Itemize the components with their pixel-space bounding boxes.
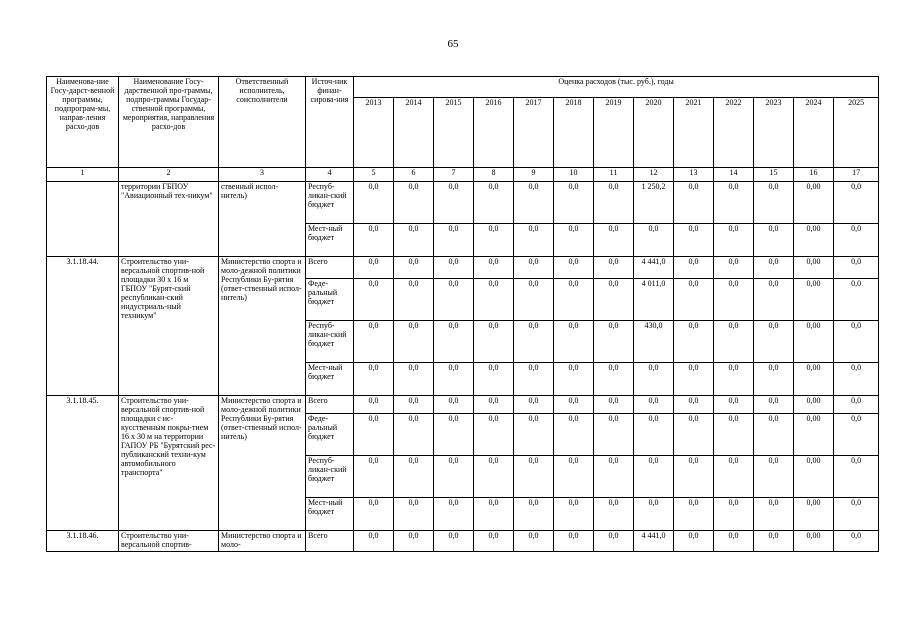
value-cell: 0,0	[754, 456, 794, 498]
column-number: 12	[634, 168, 674, 182]
value-cell: 0,0	[554, 321, 594, 363]
header-expenses-title: Оценка расходов (тыс. руб.), годы	[354, 77, 879, 98]
value-cell: 0,0	[754, 396, 794, 414]
value-cell: 0,0	[554, 531, 594, 552]
row-source: Всего	[306, 396, 354, 414]
header-year: 2021	[674, 97, 714, 167]
value-cell: 0,0	[674, 456, 714, 498]
value-cell: 0,0	[674, 414, 714, 456]
value-cell: 0,00	[794, 279, 834, 321]
value-cell: 0,0	[434, 414, 474, 456]
value-cell: 0,0	[434, 257, 474, 279]
value-cell: 0,0	[754, 531, 794, 552]
value-cell: 4 441,0	[634, 531, 674, 552]
value-cell: 0,0	[354, 279, 394, 321]
value-cell: 0,0	[474, 414, 514, 456]
value-cell: 0,0	[834, 224, 879, 257]
value-cell: 0,0	[394, 321, 434, 363]
row-executor: ственный испол-нитель)	[219, 182, 306, 257]
column-number: 7	[434, 168, 474, 182]
value-cell: 0,0	[594, 414, 634, 456]
value-cell: 0,0	[354, 321, 394, 363]
value-cell: 0,0	[714, 182, 754, 224]
row-source: Всего	[306, 531, 354, 552]
header-year: 2015	[434, 97, 474, 167]
value-cell: 0,0	[514, 224, 554, 257]
value-cell: 0,0	[514, 363, 554, 396]
column-number: 1	[47, 168, 119, 182]
value-cell: 0,00	[794, 321, 834, 363]
value-cell: 0,0	[514, 279, 554, 321]
value-cell: 0,0	[434, 531, 474, 552]
value-cell: 0,0	[474, 456, 514, 498]
value-cell: 0,0	[714, 257, 754, 279]
row-source: Респуб-ликан-ский бюджет	[306, 321, 354, 363]
value-cell: 0,0	[714, 279, 754, 321]
value-cell: 0,0	[834, 321, 879, 363]
value-cell: 0,0	[554, 414, 594, 456]
value-cell: 0,0	[554, 224, 594, 257]
row-code	[47, 182, 119, 257]
value-cell: 0,0	[434, 224, 474, 257]
value-cell: 0,0	[834, 414, 879, 456]
value-cell: 0,0	[474, 321, 514, 363]
value-cell: 0,0	[714, 224, 754, 257]
column-number: 14	[714, 168, 754, 182]
value-cell: 0,0	[714, 414, 754, 456]
value-cell: 0,0	[354, 414, 394, 456]
column-number: 10	[554, 168, 594, 182]
value-cell: 0,0	[554, 363, 594, 396]
row-source: Респуб-ликан-ский бюджет	[306, 182, 354, 224]
page-number: 65	[447, 38, 459, 50]
header-year: 2014	[394, 97, 434, 167]
value-cell: 0,0	[394, 182, 434, 224]
value-cell: 0,0	[434, 182, 474, 224]
budget-table	[46, 76, 879, 552]
value-cell: 0,0	[434, 363, 474, 396]
value-cell: 0,0	[754, 414, 794, 456]
value-cell: 0,0	[714, 531, 754, 552]
value-cell: 0,0	[634, 414, 674, 456]
value-cell: 0,0	[634, 224, 674, 257]
value-cell: 0,0	[434, 321, 474, 363]
row-name: Строительство уни-версальной спортив-ной площадки с ис-кусственным покры-тием 16 х 30 м на территории ГАПОУ РБ "Бурятский рес-публиканский техни-кум автомобильного транспорта"	[119, 396, 219, 531]
header-year: 2013	[354, 97, 394, 167]
value-cell: 0,0	[594, 257, 634, 279]
value-cell: 0,0	[474, 257, 514, 279]
header-program-name: Наименование Госу-дарственной про-граммы, подпро-граммы Государ-ственной программы, мероприятия, направления расхо-дов	[119, 77, 219, 168]
value-cell: 0,0	[834, 363, 879, 396]
value-cell: 0,0	[594, 456, 634, 498]
value-cell: 0,0	[674, 224, 714, 257]
value-cell: 0,00	[794, 257, 834, 279]
value-cell: 0,0	[514, 182, 554, 224]
value-cell: 0,0	[394, 498, 434, 531]
row-code: 3.1.18.46.	[47, 531, 119, 552]
value-cell: 0,0	[594, 182, 634, 224]
column-number: 13	[674, 168, 714, 182]
value-cell: 0,0	[674, 182, 714, 224]
value-cell: 0,0	[394, 257, 434, 279]
column-number: 16	[794, 168, 834, 182]
value-cell: 0,0	[554, 396, 594, 414]
header-year: 2022	[714, 97, 754, 167]
header-year: 2025	[834, 97, 879, 167]
value-cell: 0,0	[754, 279, 794, 321]
table-row	[47, 396, 879, 414]
value-cell: 0,0	[834, 182, 879, 224]
column-number: 17	[834, 168, 879, 182]
value-cell: 0,0	[554, 456, 594, 498]
value-cell: 0,0	[394, 414, 434, 456]
value-cell: 0,0	[354, 224, 394, 257]
value-cell: 0,00	[794, 498, 834, 531]
value-cell: 1 250,2	[634, 182, 674, 224]
row-source: Мест-ный бюджет	[306, 498, 354, 531]
row-source: Респуб-ликан-ский бюджет	[306, 456, 354, 498]
value-cell: 0,0	[394, 456, 434, 498]
value-cell: 0,00	[794, 531, 834, 552]
row-executor: Министерство спорта и моло-дежной политики Республики Бу-рятия (ответ-ственный испол-нитель)	[219, 396, 306, 531]
value-cell: 0,0	[634, 363, 674, 396]
header-year: 2018	[554, 97, 594, 167]
value-cell: 0,0	[594, 396, 634, 414]
value-cell: 0,0	[594, 224, 634, 257]
value-cell: 0,0	[674, 257, 714, 279]
value-cell: 0,0	[354, 456, 394, 498]
row-source: Всего	[306, 257, 354, 279]
value-cell: 0,0	[674, 396, 714, 414]
value-cell: 0,0	[834, 531, 879, 552]
value-cell: 0,0	[554, 498, 594, 531]
value-cell: 0,0	[714, 321, 754, 363]
value-cell: 0,0	[714, 396, 754, 414]
table-row	[47, 257, 879, 279]
value-cell: 0,0	[394, 279, 434, 321]
row-executor: Министерство спорта и моло-дежной политики Республики Бу-рятия (ответ-ственный испол-нитель)	[219, 257, 306, 396]
header-source: Источ-ник финан-сирова-ния	[306, 77, 354, 168]
value-cell: 0,0	[754, 224, 794, 257]
value-cell: 0,0	[354, 363, 394, 396]
value-cell: 0,0	[674, 321, 714, 363]
column-number: 8	[474, 168, 514, 182]
table-row	[47, 182, 879, 224]
value-cell: 0,0	[394, 224, 434, 257]
header-executor: Ответственный исполнитель, соисполнители	[219, 77, 306, 168]
value-cell: 0,0	[514, 321, 554, 363]
value-cell: 4 011,0	[634, 279, 674, 321]
value-cell: 0,0	[714, 456, 754, 498]
value-cell: 0,0	[474, 182, 514, 224]
value-cell: 0,0	[354, 531, 394, 552]
value-cell: 0,0	[754, 257, 794, 279]
column-number: 9	[514, 168, 554, 182]
row-source: Мест-ный бюджет	[306, 224, 354, 257]
value-cell: 0,0	[834, 257, 879, 279]
row-code: 3.1.18.45.	[47, 396, 119, 531]
value-cell: 0,00	[794, 182, 834, 224]
value-cell: 0,00	[794, 363, 834, 396]
value-cell: 0,0	[754, 498, 794, 531]
value-cell: 0,00	[794, 456, 834, 498]
value-cell: 0,0	[754, 182, 794, 224]
row-source: Феде-ральный бюджет	[306, 414, 354, 456]
column-number: 5	[354, 168, 394, 182]
value-cell: 0,0	[554, 182, 594, 224]
row-name: Строительство уни-версальной спортив-	[119, 531, 219, 552]
value-cell: 4 441,0	[634, 257, 674, 279]
row-code: 3.1.18.44.	[47, 257, 119, 396]
value-cell: 0,0	[634, 396, 674, 414]
value-cell: 0,0	[354, 182, 394, 224]
row-executor: Министерство спорта и моло-	[219, 531, 306, 552]
value-cell: 0,0	[834, 498, 879, 531]
value-cell: 0,0	[754, 363, 794, 396]
row-name: Строительство уни-версальной спортив-ной площадки 30 х 16 м ГБПОУ "Бурят-ский республикан-ский индустриаль-ный техникум"	[119, 257, 219, 396]
row-source: Феде-ральный бюджет	[306, 279, 354, 321]
value-cell: 0,0	[474, 224, 514, 257]
value-cell: 0,0	[434, 279, 474, 321]
value-cell: 0,0	[714, 498, 754, 531]
value-cell: 0,0	[674, 498, 714, 531]
header-year: 2016	[474, 97, 514, 167]
value-cell: 0,0	[674, 279, 714, 321]
value-cell: 0,0	[634, 498, 674, 531]
value-cell: 0,0	[754, 321, 794, 363]
value-cell: 0,0	[514, 396, 554, 414]
column-number: 4	[306, 168, 354, 182]
value-cell: 0,0	[434, 396, 474, 414]
column-number: 11	[594, 168, 634, 182]
value-cell: 0,0	[474, 396, 514, 414]
header-year: 2019	[594, 97, 634, 167]
row-source: Мест-ный бюджет	[306, 363, 354, 396]
value-cell: 0,0	[394, 363, 434, 396]
value-cell: 0,0	[394, 396, 434, 414]
value-cell: 430,0	[634, 321, 674, 363]
value-cell: 0,0	[474, 498, 514, 531]
value-cell: 0,00	[794, 414, 834, 456]
value-cell: 0,0	[834, 279, 879, 321]
value-cell: 0,0	[514, 498, 554, 531]
value-cell: 0,00	[794, 224, 834, 257]
value-cell: 0,0	[394, 531, 434, 552]
value-cell: 0,0	[674, 531, 714, 552]
value-cell: 0,0	[594, 531, 634, 552]
row-name: территории ГБПОУ "Авиационный тех-никум"	[119, 182, 219, 257]
column-number: 6	[394, 168, 434, 182]
table-row	[47, 531, 879, 552]
value-cell: 0,0	[514, 414, 554, 456]
value-cell: 0,0	[434, 456, 474, 498]
value-cell: 0,0	[594, 498, 634, 531]
value-cell: 0,0	[834, 396, 879, 414]
value-cell: 0,0	[554, 279, 594, 321]
value-cell: 0,0	[554, 257, 594, 279]
column-number: 3	[219, 168, 306, 182]
header-year: 2017	[514, 97, 554, 167]
value-cell: 0,0	[354, 498, 394, 531]
value-cell: 0,0	[594, 363, 634, 396]
header-year: 2023	[754, 97, 794, 167]
column-number: 15	[754, 168, 794, 182]
header-year: 2024	[794, 97, 834, 167]
value-cell: 0,0	[514, 531, 554, 552]
value-cell: 0,0	[474, 531, 514, 552]
value-cell: 0,0	[354, 396, 394, 414]
value-cell: 0,0	[634, 456, 674, 498]
value-cell: 0,0	[834, 456, 879, 498]
value-cell: 0,0	[354, 257, 394, 279]
header-program: Наименова-ние Госу-дарст-венной программы, подпрограм-мы, направ-ления расхо-дов	[47, 77, 119, 168]
value-cell: 0,0	[514, 257, 554, 279]
value-cell: 0,0	[514, 456, 554, 498]
header-year: 2020	[634, 97, 674, 167]
column-number: 2	[119, 168, 219, 182]
value-cell: 0,0	[714, 363, 754, 396]
value-cell: 0,0	[594, 279, 634, 321]
value-cell: 0,0	[474, 363, 514, 396]
value-cell: 0,0	[474, 279, 514, 321]
value-cell: 0,0	[674, 363, 714, 396]
value-cell: 0,00	[794, 396, 834, 414]
value-cell: 0,0	[434, 498, 474, 531]
value-cell: 0,0	[594, 321, 634, 363]
